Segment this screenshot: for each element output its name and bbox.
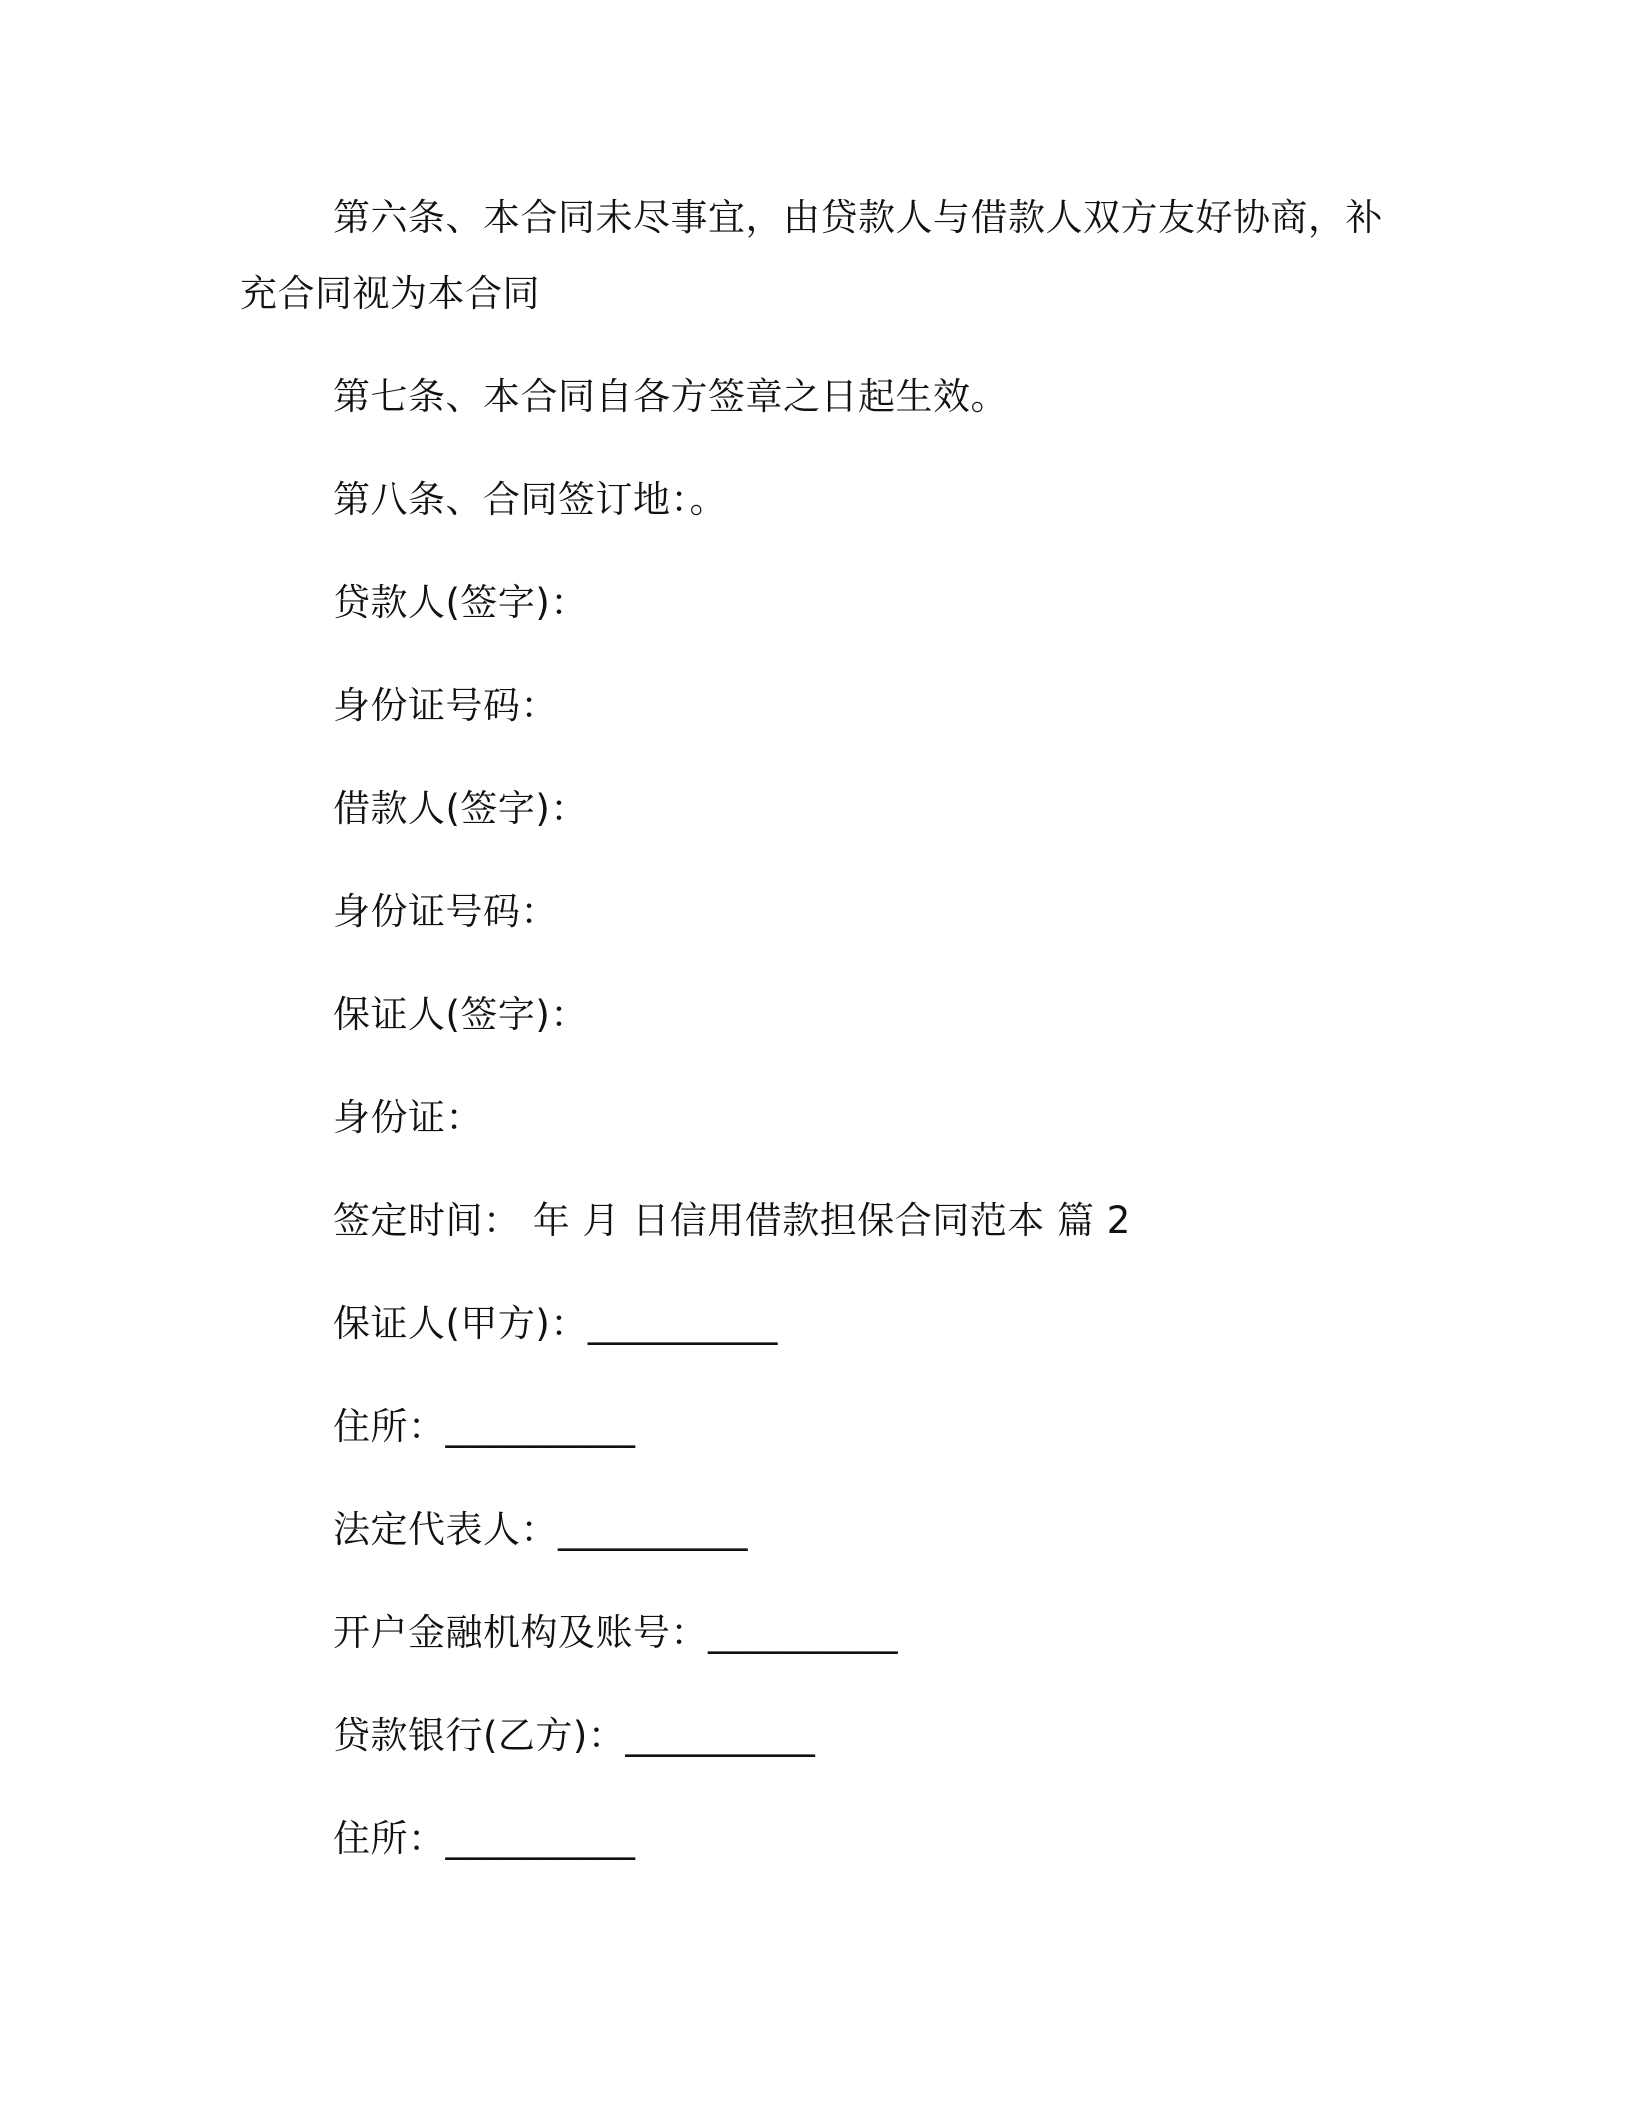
lender-id-number: 身份证号码： (333, 684, 558, 727)
guarantor-id: 身份证： (333, 1096, 483, 1139)
clause-6-line-1: 第六条、本合同未尽事宜，由贷款人与借款人双方友好协商，补 (333, 196, 1383, 239)
bank-account: 开户金融机构及账号：__________ (333, 1611, 898, 1654)
guarantor-party-a: 保证人(甲方)：__________ (333, 1302, 778, 1345)
party-a-address: 住所：__________ (333, 1405, 636, 1448)
party-b-address: 住所：__________ (333, 1817, 636, 1860)
signing-date: 签定时间： 年 月 日信用借款担保合同范本 篇 2 (333, 1199, 1131, 1242)
legal-representative: 法定代表人：__________ (333, 1508, 748, 1551)
clause-7: 第七条、本合同自各方签章之日起生效。 (333, 375, 1008, 418)
lending-bank-party-b: 贷款银行(乙方)：__________ (333, 1714, 816, 1757)
borrower-signature: 借款人(签字)： (333, 787, 588, 830)
guarantor-signature: 保证人(签字)： (333, 993, 588, 1036)
clause-8: 第八条、合同签订地：。 (333, 478, 727, 521)
lender-signature: 贷款人(签字)： (333, 581, 588, 624)
borrower-id-number: 身份证号码： (333, 890, 558, 933)
clause-6-line-2: 充合同视为本合同 (240, 272, 540, 315)
